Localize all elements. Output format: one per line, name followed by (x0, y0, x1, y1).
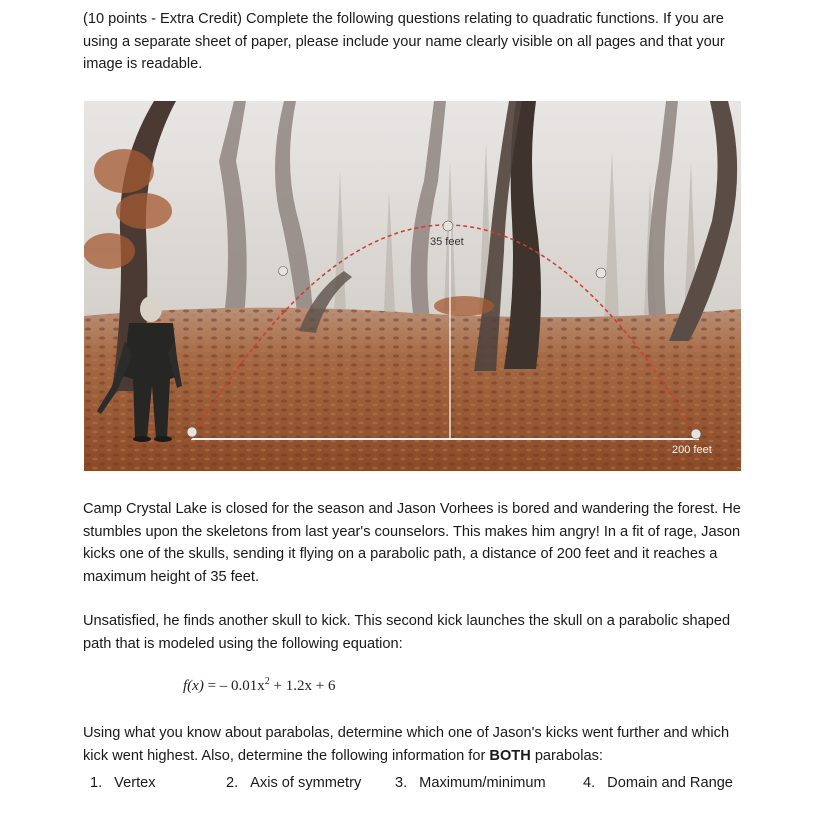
equation-lhs: f(x) (183, 678, 204, 694)
question-label: Axis of symmetry (250, 775, 362, 791)
skull-end (691, 429, 701, 439)
question-label: Maximum/minimum (419, 775, 546, 791)
equation (183, 676, 335, 695)
story-paragraph-1: Camp Crystal Lake is closed for the season and Jason Vorhees is bored and wandering the forest. He stumbles upon the skeletons from last year's counselors. This makes him angry! In a fit of rage, Jason kicks one of the skulls, sending it flying on a parabolic path, a distance of 200 feet and it reaches a maximum height of 35 feet. (83, 501, 741, 585)
intro-paragraph: (10 points - Extra Credit) Complete the following questions relating to quadratic functions. If you are using a separate sheet of paper, please include your name clearly visible on all pages and that your image is readable. (83, 11, 725, 72)
question-number: 4. (583, 775, 596, 791)
equation-exponent: 2 (264, 676, 270, 687)
skull-top (443, 221, 453, 231)
question-item-vertex (90, 775, 156, 791)
distance-label: 200 feet (672, 444, 712, 456)
question-item-domain-range (583, 775, 733, 791)
skull-left (279, 267, 288, 276)
question-number: 2. (226, 775, 239, 791)
closing-paragraph (83, 722, 753, 767)
story-paragraph-2: Unsatisfied, he finds another skull to kick. This second kick launches the skull on a parabolic shaped path that is modeled using the following equation: (83, 613, 731, 652)
equation-rhs-b: + 1.2x + 6 (269, 678, 336, 694)
question-label: Vertex (114, 775, 156, 791)
leaf-texture (84, 308, 741, 471)
closing-part1: Using what you know about parabolas, determine which one of Jason's kicks went further and which kick went highest. Also, determine the following information for (83, 725, 730, 764)
closing-bold: BOTH (489, 747, 531, 764)
question-item-maxmin (395, 775, 546, 791)
equation-rhs-a: = – 0.01x (203, 678, 265, 694)
question-label: Domain and Range (607, 775, 733, 791)
question-number: 1. (90, 775, 103, 791)
skull-right (596, 268, 606, 278)
height-label: 35 feet (430, 236, 464, 248)
question-list (0, 775, 828, 797)
closing-part2: parabolas: (530, 747, 603, 764)
forest-parabola-figure (84, 101, 741, 471)
skull-start (187, 427, 197, 437)
question-item-axis (226, 775, 361, 791)
question-number: 3. (395, 775, 408, 791)
